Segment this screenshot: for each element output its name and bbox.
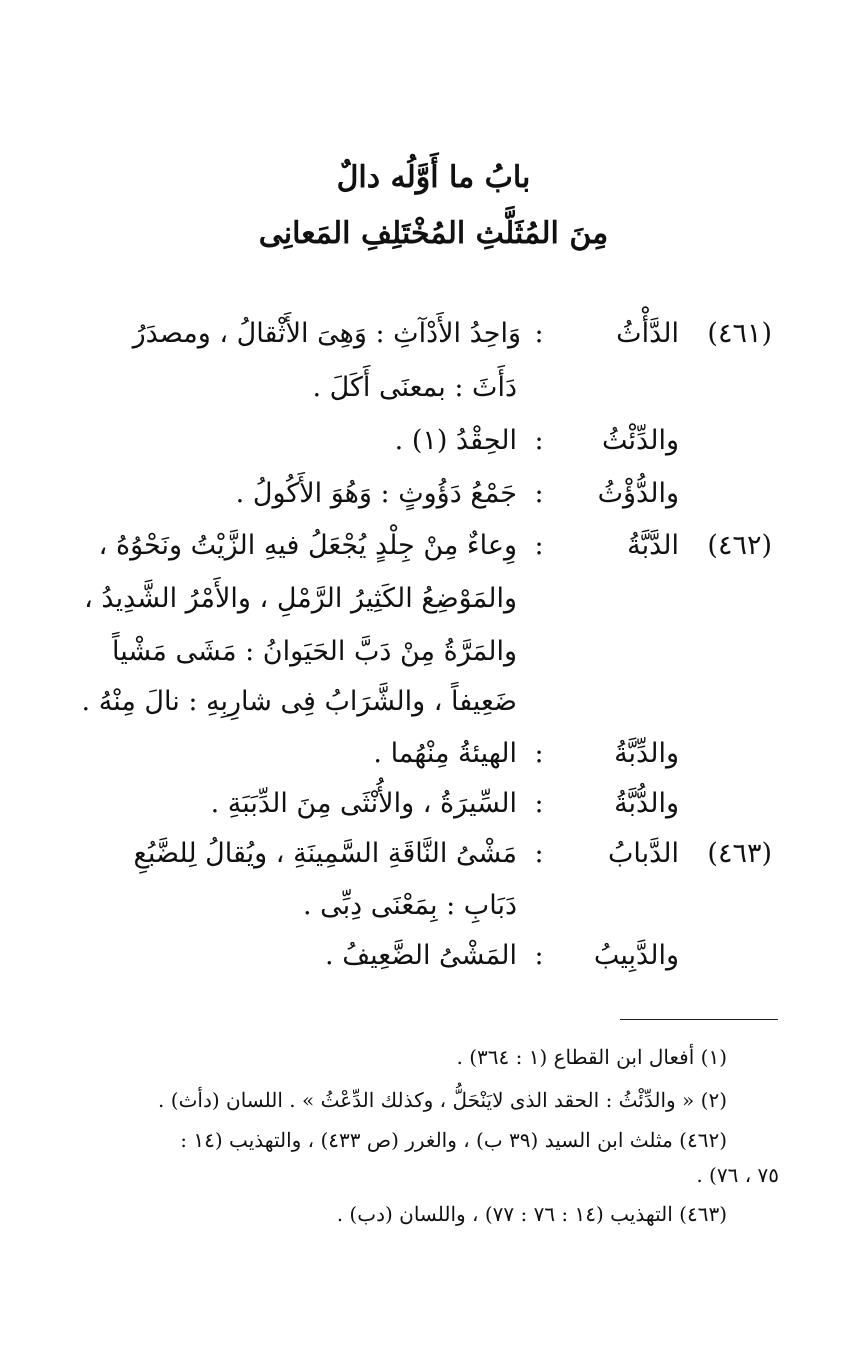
entry-sub <box>0 738 867 788</box>
entry-definition: جَمْعُ دَؤُوثٍ : وَهُوَ الأَكُولُ . <box>235 478 517 509</box>
entry-colon: : <box>534 738 544 769</box>
entry-colon: : <box>534 530 544 561</box>
entry-colon: : <box>534 425 544 456</box>
entry-definition: السِّيرَةُ ، والأُنْثَى مِنَ الدِّبَبَةِ . <box>210 788 517 819</box>
entry-continuation: دَأَثَ : بمعنَى أَكَلَ . <box>312 372 517 403</box>
entry-sub <box>0 940 867 990</box>
entry-continuation: والمَوْضِعُ الكَثِيرُ الرَّمْلِ ، والأَمْرُ الشَّدِيدُ ، <box>84 583 517 614</box>
entry-definition: وَاحِدُ الأَدْآثِ : وَهِىَ الأَثْقالُ ، ومصدَرُ <box>132 318 521 349</box>
entry-word: الدَّبَّةُ <box>627 530 679 561</box>
entry-sub <box>0 478 867 528</box>
chapter-title: بابُ ما أَوَّلُه دالٌ <box>336 160 531 195</box>
entry-word: والدِّئْثُ <box>602 425 679 456</box>
entry-461 <box>0 318 867 368</box>
entry-colon: : <box>534 788 544 819</box>
entry-continuation: والمَرَّةُ مِنْ دَبَّ الحَيَوانُ : مَشَى مَشْياً <box>111 636 517 667</box>
entry-word: والدَّبِيبُ <box>593 940 679 971</box>
footnote: (٤٦٣) التهذيب (١٤ : ٧٦ : ٧٧) ، واللسان (دب) . <box>336 1202 727 1226</box>
entry-word: والدُّبَّةُ <box>614 788 679 819</box>
footnote: (٤٦٢) مثلث ابن السيد (٣٩ ب) ، والغرر (ص ٤٣٣) ، والتهذيب (١٤ : <box>180 1128 727 1152</box>
footnote-divider <box>620 1019 778 1020</box>
entry-462 <box>0 530 867 580</box>
footnote: (١) أفعال ابن القطاع (١ : ٣٦٤) . <box>456 1045 727 1069</box>
entry-number: (٤٦٢) <box>707 530 772 561</box>
footnote: (٢) « والدِّئْثُ : الحقد الذى لايَنْحَلُّ ، وكذلك الدِّعْثُ » . اللسان (دأث) . <box>158 1088 727 1112</box>
entry-number: (٤٦١) <box>707 318 772 349</box>
entry-definition: مَشْىُ النَّاقَةِ السَّمِينَةِ ، ويُقالُ لِلضَّبُعِ <box>133 838 517 869</box>
entry-definition: المَشْىُ الضَّعِيفُ . <box>325 940 517 971</box>
entry-definition: الهيئةُ مِنْهُما . <box>373 738 517 769</box>
entry-sub <box>0 425 867 475</box>
entry-definition: الحِقْدُ (١) . <box>394 425 517 456</box>
footnote-continuation: ٧٥ ، ٧٦) . <box>696 1163 779 1187</box>
entry-number: (٤٦٣) <box>707 838 772 869</box>
entry-continuation: ضَعِيفاً ، والشَّرَابُ فِى شارِبِهِ : نالَ مِنْهُ . <box>81 686 517 717</box>
chapter-subtitle: مِنَ المُثَلَّثِ المُخْتَلِفِ المَعانِى <box>258 216 609 251</box>
entry-sub <box>0 788 867 838</box>
entry-463 <box>0 838 867 888</box>
entry-word: والدُّؤْثُ <box>597 478 679 509</box>
entry-colon: : <box>534 838 544 869</box>
entry-colon: : <box>534 940 544 971</box>
entry-colon: : <box>534 478 544 509</box>
entry-colon: : <box>534 318 544 349</box>
entry-definition: وِعاءٌ مِنْ جِلْدٍ يُجْعَلُ فيهِ الزَّيْتُ ونَحْوُهُ ، <box>98 530 517 561</box>
entry-word: الدَّأْثُ <box>616 318 679 349</box>
entry-continuation: دَبَابِ : بِمَعْنَى دِبِّى . <box>302 890 517 921</box>
entry-word: والدِّبَّةُ <box>614 738 679 769</box>
entry-word: الدَّبابُ <box>607 838 679 869</box>
